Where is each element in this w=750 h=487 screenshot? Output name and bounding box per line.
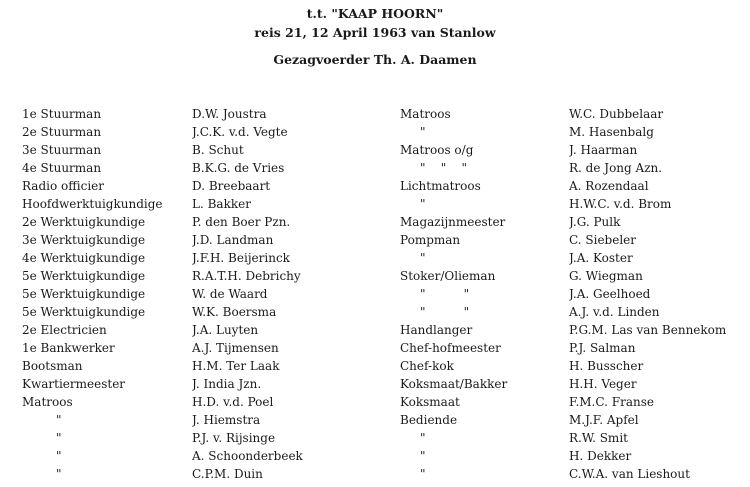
crew-roster [0,105,750,485]
right-crew-name: M.J.F. Apfel [569,413,639,427]
right-rank: Magazijnmeester [400,215,506,229]
left-rank: 5e Werktuigkundige [22,305,146,319]
left-crew-name: W. de Waard [192,287,268,301]
left-crew-name: A.J. Tijmensen [192,341,279,355]
left-rank: 5e Werktuigkundige [22,287,146,301]
right-rank: Koksmaat/Bakker [400,377,508,391]
roster-row [0,141,750,159]
left-rank: 3e Stuurman [22,143,102,157]
left-rank: 1e Bankwerker [22,341,115,355]
left-rank: " [56,413,62,427]
left-rank: 1e Stuurman [22,107,102,121]
left-crew-name: W.K. Boersma [192,305,277,319]
left-crew-name: P. den Boer Pzn. [192,215,291,229]
right-crew-name: J.A. Geelhoed [569,287,651,301]
right-crew-name: R. de Jong Azn. [569,161,663,175]
left-rank: 3e Werktuigkundige [22,233,146,247]
left-crew-name: L. Bakker [192,197,251,211]
roster-row [0,267,750,285]
left-rank: Matroos [22,395,73,409]
right-rank: Koksmaat [400,395,460,409]
right-crew-name: F.M.C. Franse [569,395,654,409]
right-rank: Stoker/Olieman [400,269,496,283]
right-rank: Handlanger [400,323,473,337]
left-crew-name: A. Schoonderbeek [192,449,303,463]
right-crew-name: H.H. Veger [569,377,637,391]
right-rank: Matroos [400,107,451,121]
left-rank: 4e Stuurman [22,161,102,175]
roster-row [0,105,750,123]
left-crew-name: R.A.T.H. Debrichy [192,269,301,283]
right-rank: Chef-kok [400,359,454,373]
roster-row [0,339,750,357]
right-crew-name: W.C. Dubbelaar [569,107,664,121]
roster-row [0,285,750,303]
right-crew-name: J. Haarman [569,143,638,157]
roster-row [0,321,750,339]
left-crew-name: H.M. Ter Laak [192,359,280,373]
right-rank: " " " [420,161,468,175]
left-rank: Hoofdwerktuigkundige [22,197,163,211]
left-crew-name: J. India Jzn. [192,377,262,391]
roster-row [0,249,750,267]
left-crew-name: J.F.H. Beijerinck [192,251,290,265]
captain-line: Gezagvoerder Th. A. Daamen [273,52,477,67]
right-rank: " [420,449,426,463]
left-crew-name: P.J. v. Rijsinge [192,431,276,445]
right-rank: Chef-hofmeester [400,341,501,355]
roster-row [0,231,750,249]
left-crew-name: B. Schut [192,143,244,157]
right-crew-name: C. Siebeler [569,233,637,247]
left-crew-name: J.D. Landman [192,233,274,247]
right-crew-name: H.W.C. v.d. Brom [569,197,672,211]
left-crew-name: C.P.M. Duin [192,467,263,481]
right-rank: " [420,125,426,139]
left-rank: 4e Werktuigkundige [22,251,146,265]
right-rank: Matroos o/g [400,143,474,157]
voyage-line: reis 21, 12 April 1963 van Stanlow [254,25,496,40]
roster-row [0,429,750,447]
ship-title: t.t. "KAAP HOORN" [306,6,444,21]
right-crew-name: A.J. v.d. Linden [569,305,660,319]
left-rank: 2e Electricien [22,323,107,337]
roster-row [0,411,750,429]
left-rank: Bootsman [22,359,83,373]
left-crew-name: J.C.K. v.d. Vegte [192,125,288,139]
left-crew-name: B.K.G. de Vries [192,161,285,175]
left-rank: " [56,467,62,481]
right-rank: " [420,431,426,445]
left-rank: " [56,449,62,463]
left-crew-name: D. Breebaart [192,179,271,193]
right-crew-name: J.G. Pulk [569,215,621,229]
right-crew-name: H. Dekker [569,449,632,463]
right-rank: " " [420,305,470,319]
roster-row [0,357,750,375]
right-crew-name: M. Hasenbalg [569,125,654,139]
roster-row [0,177,750,195]
right-crew-name: J.A. Koster [569,251,633,265]
roster-row [0,375,750,393]
roster-row [0,447,750,465]
left-rank: Radio officier [22,179,105,193]
roster-row [0,303,750,321]
right-crew-name: H. Busscher [569,359,644,373]
left-crew-name: D.W. Joustra [192,107,267,121]
left-crew-name: J. Hiemstra [192,413,261,427]
right-crew-name: P.J. Salman [569,341,636,355]
left-rank: 2e Stuurman [22,125,102,139]
right-crew-name: C.W.A. van Lieshout [569,467,690,481]
right-rank: Pompman [400,233,461,247]
right-crew-name: A. Rozendaal [569,179,649,193]
left-rank: " [56,431,62,445]
right-rank: " [420,467,426,481]
right-crew-name: R.W. Smit [569,431,628,445]
right-rank: Lichtmatroos [400,179,481,193]
right-rank: Bediende [400,413,458,427]
left-rank: Kwartiermeester [22,377,126,391]
right-rank: " " [420,287,470,301]
roster-row [0,393,750,411]
roster-row [0,465,750,483]
right-rank: " [420,251,426,265]
left-crew-name: J.A. Luyten [192,323,259,337]
roster-row [0,195,750,213]
left-rank: 5e Werktuigkundige [22,269,146,283]
roster-row [0,159,750,177]
roster-row [0,213,750,231]
right-crew-name: G. Wiegman [569,269,643,283]
right-crew-name: P.G.M. Las van Bennekom [569,323,727,337]
left-rank: 2e Werktuigkundige [22,215,146,229]
left-crew-name: H.D. v.d. Poel [192,395,274,409]
right-rank: " [420,197,426,211]
roster-row [0,123,750,141]
